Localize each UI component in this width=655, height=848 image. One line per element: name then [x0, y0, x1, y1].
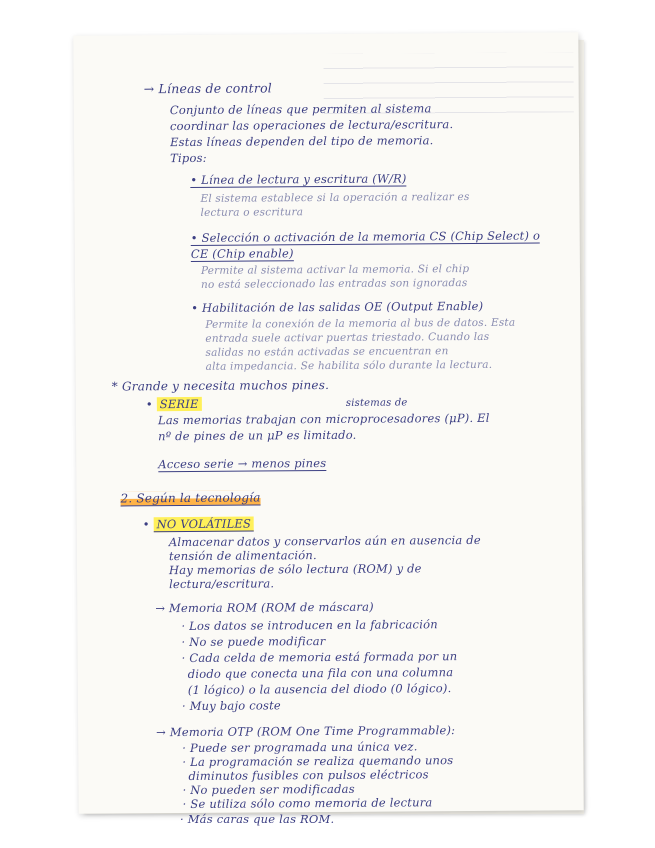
cs-desc: Permite al sistema activar la memoria. Si el chip — [200, 263, 470, 277]
rom-item: · No se puede modificar — [181, 634, 326, 650]
rw-desc: lectura o escritura — [200, 206, 304, 219]
notebook-page — [73, 32, 583, 814]
grande-note: * Grande y necesita muchos pines. — [111, 377, 330, 394]
rom-title: → Memoria ROM (ROM de máscara) — [155, 599, 374, 616]
no-volatiles-label-wrap: • NO VOLÁTILES — [143, 517, 254, 532]
no-volatiles-line: lectura/escritura. — [169, 576, 275, 592]
otp-item: · No pueden ser modificadas — [182, 781, 355, 798]
oe-desc: alta impedancia. Se habilita sólo durante la lectura. — [205, 358, 493, 373]
intro-line: Tipos: — [170, 150, 207, 166]
otp-item: diminutos fusibles con pulsos eléctricos — [188, 767, 429, 783]
rom-item: diodo que conecta una fila con una columna — [187, 665, 454, 681]
otp-item: · Se utiliza sólo como memoria de lectura — [182, 795, 433, 812]
oe-desc: Permite la conexión de la memoria al bus de datos. Esta — [205, 316, 516, 331]
tecnologia-heading-text: 2. Según la tecnología — [120, 490, 261, 506]
serie-label-wrap: • SERIE — [146, 397, 202, 411]
rom-item: · Los datos se introducen en la fabricación — [181, 617, 438, 634]
no-volatiles-line: Almacenar datos y conservarlos aún en ausencia de — [168, 532, 481, 550]
no-volatiles-line: tensión de alimentación. — [168, 548, 317, 564]
cs-title: • Selección o activación de la memoria CS (Chip Select) o — [190, 228, 541, 245]
serie-note-above: sistemas de — [345, 397, 408, 409]
serie-acceso: Acceso serie → menos pines — [158, 456, 327, 472]
serie-line: Las memorias trabajan con microprocesadores (μP). El — [157, 410, 490, 428]
intro-line: Conjunto de líneas que permiten al sistema — [169, 101, 432, 118]
otp-item-last: · Más caras que las ROM. — [180, 812, 335, 826]
serie-label: SERIE — [157, 397, 202, 411]
oe-title: • Habilitación de las salidas OE (Output Enable) — [191, 298, 484, 315]
rw-desc: El sistema establece si la operación a realizar es — [200, 191, 470, 205]
no-volatiles-label: NO VOLÁTILES — [153, 517, 254, 533]
cs-desc: no está seleccionado las entradas son ignoradas — [200, 277, 468, 291]
section-heading-lineas-control: → Líneas de control — [143, 80, 273, 97]
cs-title-2: CE (Chip enable) — [190, 246, 294, 261]
oe-desc: salidas no están activadas se encuentran en — [205, 345, 449, 359]
otp-item: · Puede ser programada una única vez. — [182, 739, 418, 756]
serie-line: nº de pines de un μP es limitado. — [158, 427, 357, 444]
no-volatiles-line: Hay memorias de sólo lectura (ROM) y de — [168, 561, 422, 578]
oe-desc: entrada suele activar puertas triestado. Cuando las — [205, 330, 490, 345]
otp-title: → Memoria OTP (ROM One Time Programmable): — [156, 723, 456, 740]
rom-item: · Cada celda de memoria está formada por un — [181, 649, 458, 666]
intro-line: Estas líneas dependen del tipo de memoria. — [169, 133, 434, 150]
otp-item: · La programación se realiza quemando unos — [182, 753, 454, 770]
rom-item: · Muy bajo coste — [181, 698, 281, 714]
rom-item: (1 lógico) o la ausencia del diodo (0 lógico). — [187, 681, 452, 697]
section-heading-tecnologia — [120, 490, 260, 505]
rw-title: • Línea de lectura y escritura (W/R) — [190, 171, 407, 187]
intro-line: coordinar las operaciones de lectura/escritura. — [169, 117, 454, 134]
